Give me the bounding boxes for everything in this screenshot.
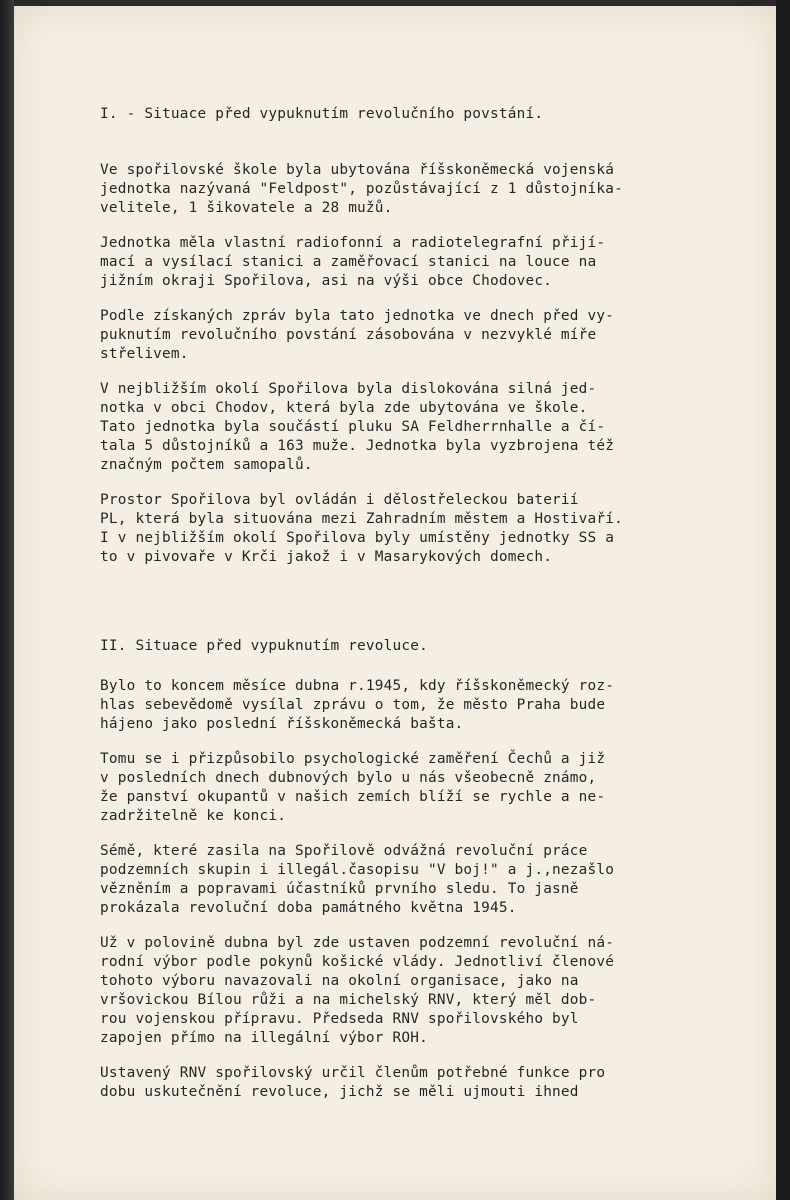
section-1-heading: I. - Situace před vypuknutím revolučního povstání. — [100, 106, 544, 122]
page-edge — [776, 0, 790, 1200]
paragraph: V nejbližším okolí Spořilova byla dislokována silná jed- notka v obci Chodov, která byla zde ubytována ve škole. Tato jednotka byla součástí pluku SA Feldherrnhalle a čí- tala 5 důstojníků a 163 muže. Jednotka byla vyzbrojena též značným počtem samopalů. — [100, 381, 615, 473]
paragraph: Ustavený RNV spořilovský určil členům potřebné funkce pro dobu uskutečnění revoluce, jichž se měli ujmouti ihned — [100, 1065, 606, 1100]
paragraph: Tomu se i přizpůsobilo psychologické zaměření Čechů a již v posledních dnech dubnových bylo u nás všeobecně známo, že panství okupantů v našich zemích blíží se rychle a ne- zadržitelně ke konci. — [100, 751, 606, 824]
paragraph: Prostor Spořilova byl ovládán i dělostřeleckou baterií PL, která byla situována mezi Zahradním městem a Hostivaří. I v nejbližším okolí Spořilova byly umístěny jednotky SS a to v pivovaře v Krči jakož i v Masarykových domech. — [100, 492, 623, 565]
paragraph: Bylo to koncem měsíce dubna r.1945, kdy říšskoněmecký roz- hlas sebevědomě vysílal zprávu o tom, že město Praha bude hájeno jako poslední říšskoněmecká bašta. — [100, 678, 615, 732]
paragraph: Sémě, které zasila na Spořilově odvážná revoluční práce podzemních skupin i illegál.časopisu "V boj!" a j.,nezašlo vězněním a popravami účastníků prvního sledu. To jasně prokázala revoluční doba památného května 1945. — [100, 843, 615, 916]
paragraph: Ve spořilovské škole byla ubytována říšskoněmecká vojenská jednotka nazývaná "Feldpost", pozůstávající z 1 důstojníka- velitele, 1 šikovatele a 28 mužů. — [100, 162, 623, 216]
page-text — [100, 105, 740, 1118]
paragraph: Už v polovině dubna byl zde ustaven podzemní revoluční ná- rodní výbor podle pokynů košické vlády. Jednotliví členové tohoto výboru navazovali na okolní organisace, jako na vršovickou Bílou růži a na michelský RNV, který měl dob- rou vojenskou přípravu. Předseda RNV spořilovského byl zapojen přímo na illegální výbor ROH. — [100, 935, 615, 1046]
paragraph: Jednotka měla vlastní radiofonní a radiotelegrafní přijí- mací a vysílací stanici a zaměřovací stanici na louce na jižním okraji Spořilova, asi na výši obce Chodovec. — [100, 235, 606, 289]
binding-fold — [0, 0, 14, 1200]
section-2-heading: II. Situace před vypuknutím revoluce. — [100, 638, 428, 654]
paragraph: Podle získaných zpráv byla tato jednotka ve dnech před vy- puknutím revolučního povstání zásobována v nezvyklé míře střelivem. — [100, 308, 615, 362]
